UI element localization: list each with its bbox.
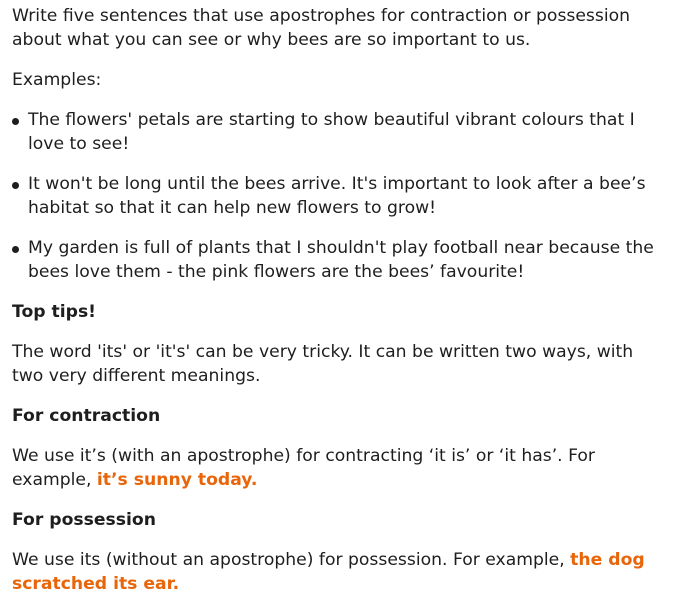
example-sentence: It won't be long until the bees arrive. It's important to look after a bee’s habitat so that it can help new flowers to grow! — [28, 174, 646, 218]
top-tips-heading: Top tips! — [12, 302, 97, 322]
possession-example: the dog scratched its ear. — [12, 550, 645, 594]
contraction-heading: For contraction — [12, 406, 161, 426]
contraction-example: it’s sunny today. — [96, 470, 258, 490]
possession-paragraph — [12, 548, 668, 596]
contraction-paragraph — [12, 444, 668, 492]
intro-instruction: Write five sentences that use apostrophes for contraction or possession about what you can see or why bees are so important to us. — [12, 6, 631, 50]
list-item — [28, 236, 668, 284]
list-item — [28, 108, 668, 156]
bullet-icon — [12, 118, 19, 125]
list-item — [28, 172, 668, 220]
example-sentence: The flowers' petals are starting to show beautiful vibrant colours that I love to see! — [28, 110, 635, 154]
top-tips-text: The word 'its' or 'it's' can be very tricky. It can be written two ways, with two very different meanings. — [12, 342, 634, 386]
bullet-icon — [12, 182, 19, 189]
possession-heading: For possession — [12, 510, 156, 530]
examples-heading: Examples: — [12, 70, 102, 90]
possession-text: We use its (without an apostrophe) for possession. For example, — [12, 550, 571, 570]
contraction-text: We use it’s (with an apostrophe) for contracting ‘it is’ or ‘it has’. For example, — [12, 446, 595, 490]
bullet-icon — [12, 246, 19, 253]
example-sentence: My garden is full of plants that I shouldn't play football near because the bees love them - the pink flowers are the bees’ favourite! — [28, 238, 654, 282]
examples-list — [12, 108, 668, 284]
